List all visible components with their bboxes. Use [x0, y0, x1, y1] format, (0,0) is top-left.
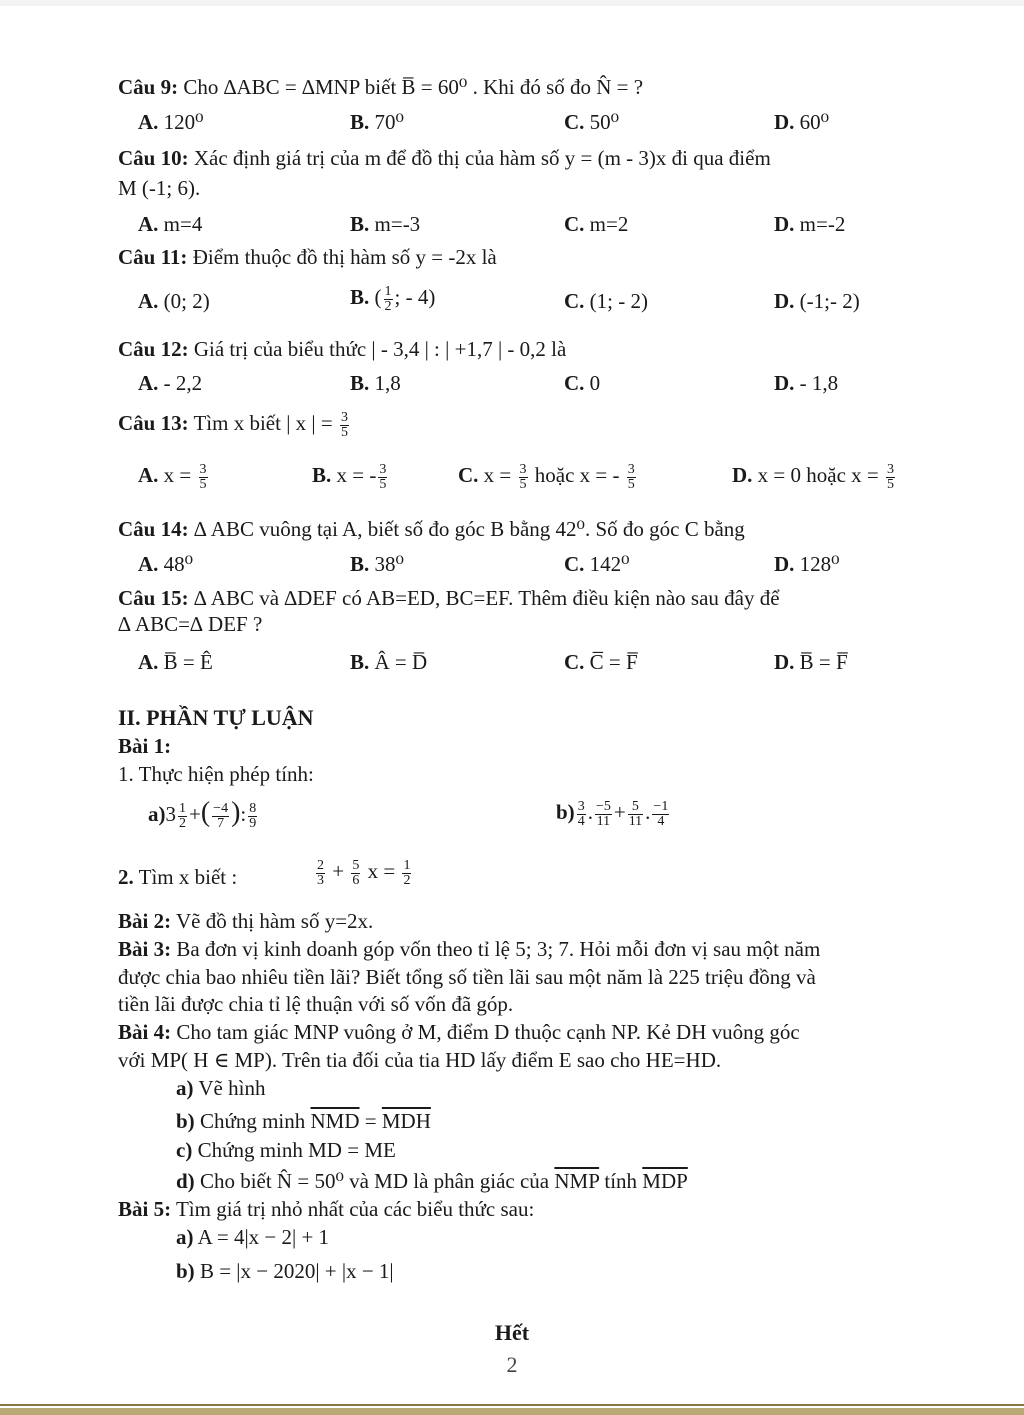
option-c: C. (1; - 2) — [564, 289, 648, 313]
bai4: Bài 4: Cho tam giác MNP vuông ở M, điểm D thuộc cạnh NP. Kẻ DH vuông góc — [118, 1020, 800, 1044]
bai3-line3: tiền lãi được chia tỉ lệ thuận với số vốn đã góp. — [118, 992, 514, 1016]
option-b: B. Â = D̅ — [350, 650, 428, 674]
option-b: B. 38⁰ — [350, 552, 404, 576]
bai2: Bài 2: Vẽ đồ thị hàm số y=2x. — [118, 909, 374, 933]
bai1-item1: 1. Thực hiện phép tính: — [118, 762, 314, 786]
question-10-line2: M (-1; 6). — [118, 176, 201, 200]
question-label: Câu 10: — [118, 146, 189, 170]
question-11 — [118, 244, 956, 271]
option-b: B. m=-3 — [350, 212, 421, 236]
bai4-b: b) Chứng minh $\overline{NMD} = \overline{MDH}$ — [176, 1109, 431, 1133]
option-d: D. 60⁰ — [774, 110, 830, 134]
option-c: C. 142⁰ — [564, 552, 630, 576]
question-label: Câu 11: — [118, 245, 188, 269]
question-text: ∆ ABC vuông tại A, biết số đo góc B bằng 42⁰. Số đo góc C bằng — [193, 517, 745, 541]
question-text: Giá trị của biểu thức | - 3,4 | : | +1,7 | - 0,2 là — [193, 337, 567, 361]
question-13 — [118, 410, 956, 440]
question-label: Câu 9: — [118, 75, 179, 99]
bai1-part-a: a)3 $\frac{1}{2}$ +( $\frac{-4}{7}$ ): $\frac{8}{9}$ — [148, 797, 257, 831]
question-label: Câu 14: — [118, 517, 189, 541]
option-d: D. m=-2 — [774, 212, 846, 236]
option-d: D. B̅ = F̅ — [774, 650, 848, 674]
option-c: C. C̅ = F̅ — [564, 650, 638, 674]
option-c: C. m=2 — [564, 212, 629, 236]
bai1-label: Bài 1: — [118, 734, 172, 758]
option-a: A. - 2,2 — [138, 371, 203, 395]
section-heading: II. PHẦN TỰ LUẬN — [118, 705, 314, 730]
question-9 — [118, 74, 956, 101]
option-a: A. m=4 — [138, 212, 203, 236]
option-b: B. 1,8 — [350, 371, 401, 395]
bai1-part-b: b) $\frac{3}{4}$ . $\frac{-5}{11}$ + $\frac{5}{11}$ . $\frac{-1}{4}$ — [556, 798, 669, 829]
question-12 — [118, 336, 956, 363]
bai5-b: b) B = |x − 2020| + |x − 1| — [176, 1259, 394, 1283]
option-c: C. x = $\frac{3}{5}$ hoặc x = - $\frac{3}{5}$ — [458, 461, 635, 492]
option-a: A. (0; 2) — [138, 289, 210, 313]
question-label: Câu 15: — [118, 586, 189, 610]
option-d: D. (-1;- 2) — [774, 289, 860, 313]
question-15-line2: ∆ ABC=∆ DEF ? — [118, 612, 263, 636]
option-d: D. x = 0 hoặc x = $\frac{3}{5}$ — [732, 461, 894, 492]
question-text: Xác định giá trị của m để đồ thị của hàm số y = (m - 3)x đi qua điểm — [193, 146, 771, 170]
bai4-c: c) Chứng minh MD = ME — [176, 1138, 396, 1162]
option-d: D. 128⁰ — [774, 552, 840, 576]
question-text: Cho ∆ABC = ∆MNP biết B̅ = 60⁰ . Khi đó số đo N̂ = ? — [183, 75, 644, 99]
option-b: B. 70⁰ — [350, 110, 404, 134]
bai4-a: a) Vẽ hình — [176, 1076, 266, 1100]
question-15 — [118, 585, 956, 612]
option-a: A. x = $\frac{3}{5}$ — [138, 461, 207, 492]
page-number: 2 — [506, 1352, 518, 1377]
option-c: C. 0 — [564, 371, 601, 395]
bai1-item2-equation: $\frac{2}{3}$ + $\frac{5}{6}$ x = $\frac{1}{2}$ — [317, 857, 411, 888]
bai3: Bài 3: Ba đơn vị kinh doanh góp vốn theo tỉ lệ 5; 3; 7. Hỏi mỗi đơn vị sau một năm — [118, 937, 821, 961]
option-d: D. - 1,8 — [774, 371, 839, 395]
fraction-one-half: $\frac{1}{2}$ — [384, 283, 392, 314]
end-marker: Hết — [494, 1320, 530, 1345]
question-label: Câu 13: — [118, 411, 189, 435]
option-a: A. B̅ = Ê — [138, 650, 213, 674]
fraction-three-fifths: $\frac{3}{5}$ — [340, 409, 348, 440]
page-top-edge — [0, 0, 1024, 6]
option-b: B. x = - $\frac{3}{5}$ — [312, 461, 387, 492]
question-text: Điểm thuộc đồ thị hàm số y = -2x là — [192, 245, 497, 269]
page-bottom-edge — [0, 1408, 1024, 1415]
bai3-line2: được chia bao nhiêu tiền lãi? Biết tổng số tiền lãi sau một năm là 225 triệu đồng và — [118, 965, 816, 989]
option-a: A. 48⁰ — [138, 552, 194, 576]
question-text: ∆ ABC và ∆DEF có AB=ED, BC=EF. Thêm điều kiện nào sau đây để — [193, 586, 780, 610]
bai4-line2: với MP( H ∈ MP). Trên tia đối của tia HD lấy điểm E sao cho HE=HD. — [118, 1048, 722, 1072]
bai1-item2: 2. Tìm x biết : — [118, 865, 238, 889]
question-14 — [118, 516, 956, 543]
option-b: B. ( $\frac{1}{2}$ ; - 4) — [350, 283, 436, 314]
bai4-d: d) Cho biết N̂ = 50⁰ và MD là phân giác của $\overline{NMP}$ tính $\overline{MDP}$ — [176, 1169, 688, 1193]
bai5-a: a) A = 4|x − 2| + 1 — [176, 1225, 330, 1249]
bai5: Bài 5: Tìm giá trị nhỏ nhất của các biểu thức sau: — [118, 1197, 535, 1221]
question-label: Câu 12: — [118, 337, 189, 361]
question-10 — [118, 145, 956, 172]
question-text: Tìm x biết | x | = — [193, 411, 333, 435]
option-c: C. 50⁰ — [564, 110, 620, 134]
option-a: A. 120⁰ — [138, 110, 204, 134]
page-bottom-line — [0, 1404, 1024, 1406]
